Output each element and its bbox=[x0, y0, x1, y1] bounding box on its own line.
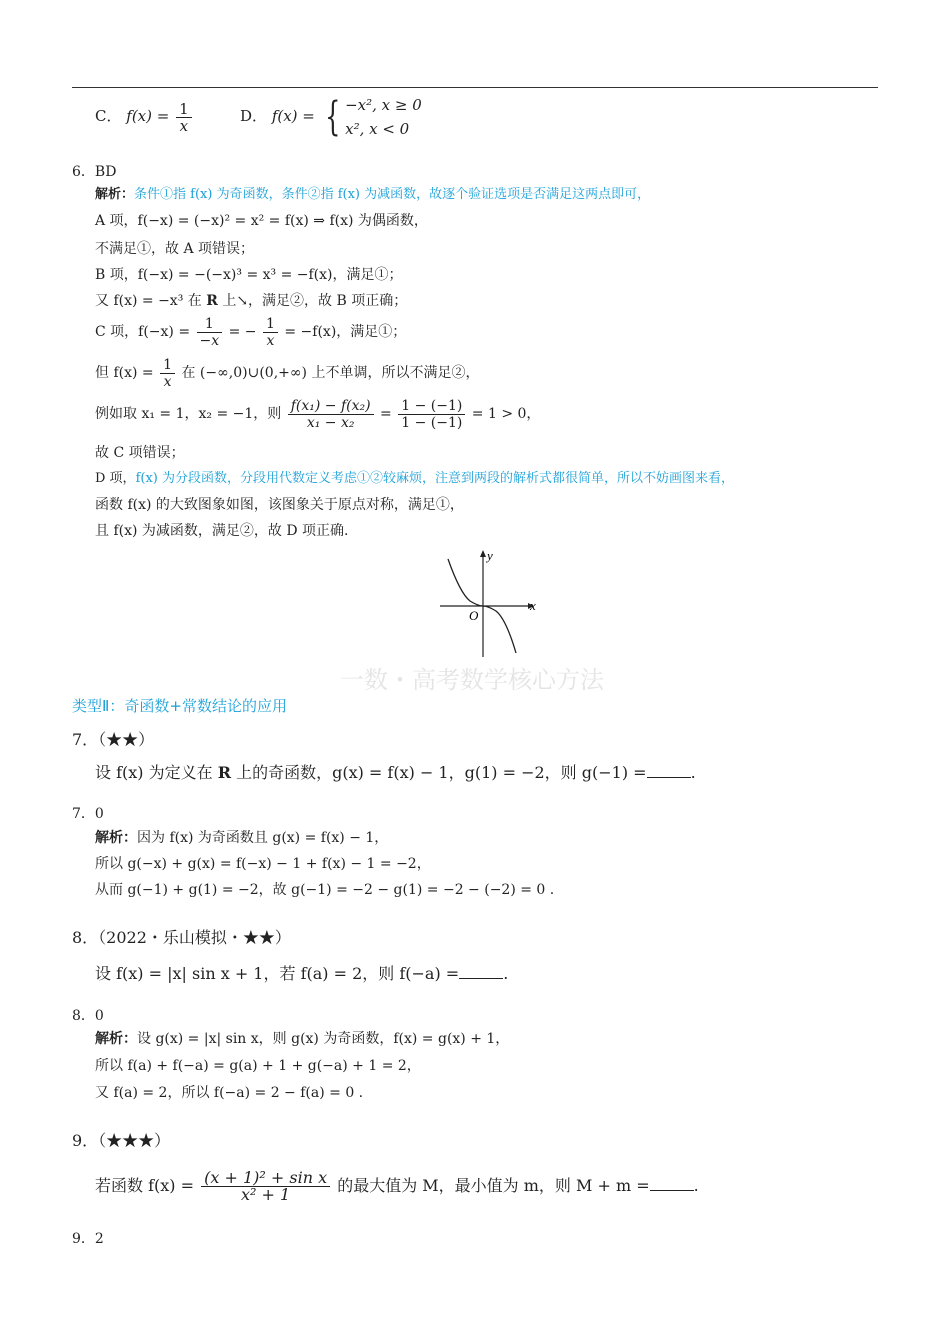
q7-title: 7．（★★） bbox=[72, 730, 155, 749]
q6-c1-post: = −f(x)，满足①； bbox=[284, 324, 407, 340]
section-heading: 类型Ⅱ：奇函数+常数结论的应用 bbox=[72, 697, 287, 715]
option-d-label: D． bbox=[240, 107, 268, 125]
option-d-case2: x², x < 0 bbox=[345, 120, 410, 138]
q6-c1-frac1-num: 1 bbox=[197, 316, 223, 333]
option-d-brace: { bbox=[324, 94, 341, 140]
q6-c3-frac2-num: 1 − (−1) bbox=[398, 398, 465, 415]
q6-a-line2: 不满足①，故 A 项错误； bbox=[95, 241, 255, 257]
option-c-fraction bbox=[176, 101, 192, 134]
q9-stem-end: . bbox=[693, 1176, 699, 1195]
q9-blank bbox=[650, 1176, 694, 1191]
q6-c1-frac2-num: 1 bbox=[263, 316, 278, 333]
option-d-case1: −x², x ≥ 0 bbox=[345, 96, 422, 114]
q9-frac-num: (x + 1)² + sin x bbox=[201, 1170, 330, 1187]
graph-y-arrow bbox=[480, 550, 486, 557]
q8-stem-text: 设 f(x) = |x| sin x + 1，若 f(a) = 2，则 f(−a) = bbox=[95, 964, 460, 983]
option-c bbox=[95, 96, 194, 136]
q6-c2-frac bbox=[160, 357, 175, 390]
q7-stem-R: R bbox=[217, 763, 231, 782]
q6-intro-text: 条件①指 f(x) 为奇函数，条件②指 f(x) 为减函数，故逐个验证选项是否满足这两点即可， bbox=[134, 187, 651, 202]
q6-d1-pre: D 项， bbox=[95, 471, 136, 486]
q9-stem bbox=[95, 1166, 699, 1206]
option-d-cases bbox=[345, 93, 422, 141]
q7-analysis-label: 解析： bbox=[95, 830, 137, 846]
q8-stem-end: . bbox=[503, 964, 509, 983]
q8-l1: 设 g(x) = |x| sin x，则 g(x) 为奇函数，f(x) = g(x) + 1， bbox=[137, 1031, 510, 1047]
watermark: 一数・高考数学核心方法 bbox=[340, 666, 604, 694]
q6-answer: 6．BD bbox=[72, 164, 117, 180]
q7-stem-pre: 设 f(x) 为定义在 bbox=[95, 763, 213, 782]
q9-fraction bbox=[201, 1170, 330, 1203]
q6-c3-frac2-den: 1 − (−1) bbox=[401, 414, 463, 431]
q6-d-line3: 且 f(x) 为减函数，满足②，故 D 项正确. bbox=[95, 523, 349, 539]
q6-c2-frac-den: x bbox=[163, 373, 172, 390]
q6-c2-post: 在 (−∞,0)∪(0,+∞) 上不单调，所以不满足②， bbox=[181, 365, 480, 381]
q6-c2-pre: 但 f(x) = bbox=[95, 365, 154, 381]
q9-stem-post: 的最大值为 M，最小值为 m，则 M + m = bbox=[337, 1176, 650, 1195]
graph-x-label: x bbox=[530, 598, 536, 613]
option-d-lhs: f(x) = bbox=[271, 107, 315, 125]
q6-analysis-label: 解析： bbox=[95, 187, 135, 202]
q6-b2-R: R bbox=[206, 293, 218, 309]
q6-c1-pre: C 项，f(−x) = bbox=[95, 324, 191, 340]
q8-blank bbox=[459, 964, 503, 979]
q7-line1 bbox=[95, 829, 388, 847]
q7-line2: 所以 g(−x) + g(x) = f(−x) − 1 + f(x) − 1 = −2， bbox=[95, 856, 431, 872]
q7-blank bbox=[647, 763, 691, 778]
option-c-lhs: f(x) = bbox=[126, 107, 170, 125]
q6-c3-frac1 bbox=[288, 398, 374, 431]
q6-c-line4: 故 C 项错误； bbox=[95, 445, 185, 461]
q9-answer: 9．2 bbox=[72, 1231, 104, 1247]
q9-title: 9．（★★★） bbox=[72, 1131, 171, 1150]
graph-origin-label: O bbox=[469, 608, 479, 623]
q9-frac-den: x² + 1 bbox=[241, 1185, 291, 1204]
q6-c1-mid: = − bbox=[228, 324, 257, 340]
q6-c1-frac1 bbox=[197, 316, 223, 349]
q6-b2-post: 上↘，满足②，故 B 项正确； bbox=[222, 293, 408, 309]
q8-title: 8．（2022・乐山模拟・★★） bbox=[72, 928, 291, 947]
q6-c3-frac1-num: f(x₁) − f(x₂) bbox=[288, 398, 374, 415]
q7-line3: 从而 g(−1) + g(1) = −2，故 g(−1) = −2 − g(1) = −2 − (−2) = 0 . bbox=[95, 882, 555, 898]
q6-c1-frac1-den: −x bbox=[199, 332, 220, 349]
option-c-den: x bbox=[179, 116, 189, 135]
q6-function-graph bbox=[430, 545, 540, 660]
q7-l1: 因为 f(x) 为奇函数且 g(x) = f(x) − 1， bbox=[137, 830, 389, 846]
q6-c3-pre: 例如取 x₁ = 1，x₂ = −1，则 bbox=[95, 406, 282, 422]
q6-d-line2: 函数 f(x) 的大致图象如图，该图象关于原点对称，满足①， bbox=[95, 497, 464, 513]
q8-answer: 8．0 bbox=[72, 1008, 104, 1024]
q8-stem bbox=[95, 964, 508, 983]
q6-b-line1: B 项，f(−x) = −(−x)³ = x³ = −f(x)，满足①； bbox=[95, 267, 403, 283]
q6-b-line2 bbox=[95, 292, 407, 310]
q8-line3: 又 f(a) = 2，所以 f(−a) = 2 − f(a) = 0 . bbox=[95, 1085, 364, 1101]
q6-c-line2 bbox=[95, 354, 479, 392]
q6-c3-frac2 bbox=[398, 398, 465, 431]
q6-c2-frac-num: 1 bbox=[160, 357, 175, 374]
q6-a-line1: A 项，f(−x) = (−x)² = x² = f(x) ⇒ f(x) 为偶函数， bbox=[95, 213, 428, 229]
q6-analysis-intro bbox=[95, 186, 650, 204]
q7-stem bbox=[95, 763, 696, 782]
q6-c1-frac2-den: x bbox=[266, 332, 275, 349]
q6-b2-pre: 又 f(x) = −x³ 在 bbox=[95, 293, 202, 309]
q8-line2: 所以 f(a) + f(−a) = g(a) + 1 + g(−a) + 1 = 2， bbox=[95, 1058, 421, 1074]
option-c-label: C． bbox=[95, 107, 122, 125]
q6-c-line1 bbox=[95, 313, 406, 351]
q6-c3-eq: = bbox=[380, 406, 392, 422]
q9-stem-pre: 若函数 f(x) = bbox=[95, 1176, 195, 1195]
top-rule bbox=[72, 87, 878, 88]
q6-c-line3 bbox=[95, 395, 540, 433]
q6-d1-cyan: f(x) 为分段函数，分段用代数定义考虑①②较麻烦，注意到两段的解析式都很简单，所以不妨画图来看， bbox=[135, 471, 734, 486]
q6-c3-frac1-den: x₁ − x₂ bbox=[306, 414, 355, 431]
option-d bbox=[240, 92, 422, 141]
q7-answer: 7．0 bbox=[72, 806, 104, 822]
q7-stem-end: . bbox=[690, 763, 696, 782]
option-c-num: 1 bbox=[176, 101, 192, 118]
q7-stem-post: 上的奇函数，g(x) = f(x) − 1，g(1) = −2，则 g(−1) = bbox=[236, 763, 647, 782]
q8-analysis-label: 解析： bbox=[95, 1031, 137, 1047]
q6-d-line1 bbox=[95, 470, 734, 488]
q6-c1-frac2 bbox=[263, 316, 278, 349]
q8-line1 bbox=[95, 1030, 509, 1048]
q6-c3-post: = 1 > 0， bbox=[471, 406, 541, 422]
graph-y-label: y bbox=[487, 548, 493, 563]
